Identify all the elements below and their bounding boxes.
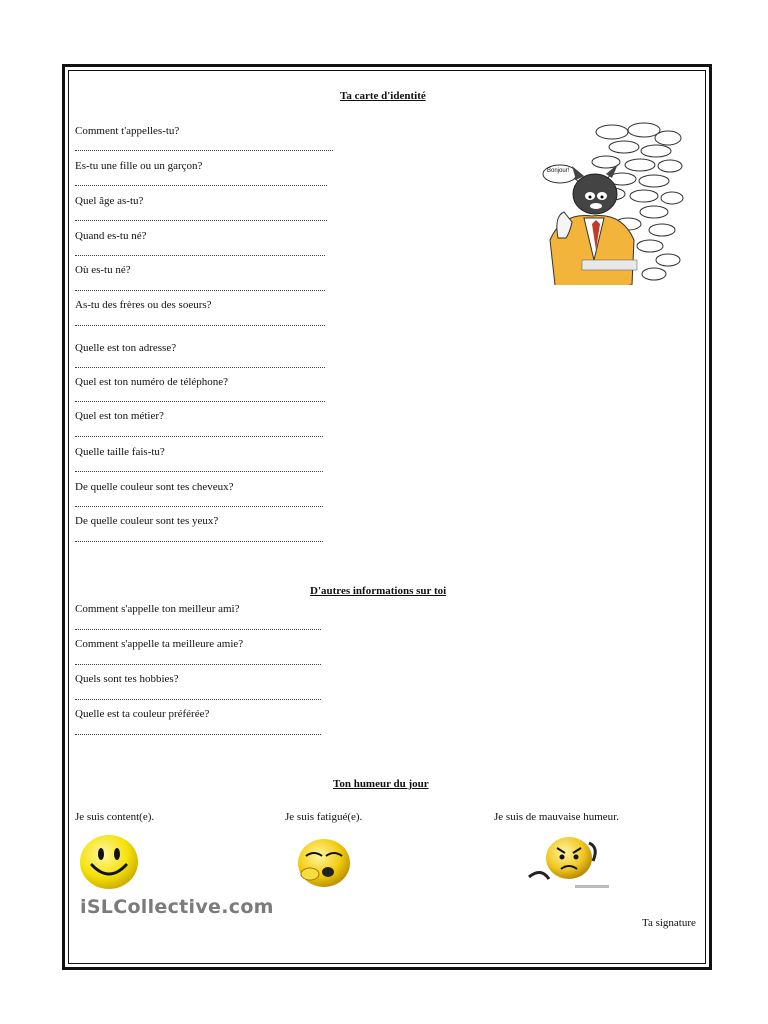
answer-line[interactable] [75,664,321,665]
question-birthplace: Où es-tu né? [75,264,131,276]
question-job: Quel est ton métier? [75,410,164,422]
answer-line[interactable] [75,734,321,735]
question-address: Quelle est ton adresse? [75,342,177,354]
grumpy-smiley-icon[interactable] [527,833,617,895]
answer-line[interactable] [75,541,323,542]
answer-line[interactable] [75,471,323,472]
answer-line[interactable] [75,185,327,186]
question-phone: Quel est ton numéro de téléphone? [75,376,229,388]
question-favorite-color: Quelle est ta couleur préférée? [75,708,210,720]
question-birthdate: Quand es-tu né? [75,230,147,242]
answer-line[interactable] [75,325,325,326]
watermark-logo: iSLCollective.com [80,896,274,918]
answer-line[interactable] [75,629,321,630]
mood-label-grumpy: Je suis de mauvaise humeur. [494,811,619,823]
cat-cartoon-icon [542,120,684,285]
signature-label: Ta signature [642,917,696,929]
happy-smiley-icon[interactable] [78,833,140,891]
answer-line[interactable] [75,255,325,256]
answer-line[interactable] [75,506,323,507]
speech-bubble-text: Bonjour! [547,168,570,174]
question-name: Comment t'appelles-tu? [75,125,180,137]
question-age: Quel âge as-tu? [75,195,144,207]
answer-line[interactable] [75,367,325,368]
question-hobbies: Quels sont tes hobbies? [75,673,179,685]
question-siblings: As-tu des frères ou des soeurs? [75,299,212,311]
tired-smiley-icon[interactable] [294,836,354,888]
answer-line[interactable] [75,290,325,291]
mood-section-title: Ton humeur du jour [333,778,429,790]
identity-section-title: Ta carte d'identité [340,90,426,102]
answer-line[interactable] [75,699,321,700]
other-info-section-title: D'autres informations sur toi [310,585,447,597]
answer-line[interactable] [75,150,333,151]
answer-line[interactable] [75,401,325,402]
question-eye-color: De quelle couleur sont tes yeux? [75,515,219,527]
mood-label-tired: Je suis fatigué(e). [285,811,363,823]
question-best-friend-female: Comment s'appelle ta meilleure amie? [75,638,244,650]
question-height: Quelle taille fais-tu? [75,446,165,458]
answer-line[interactable] [75,220,327,221]
answer-line[interactable] [75,436,323,437]
question-hair-color: De quelle couleur sont tes cheveux? [75,481,234,493]
question-gender: Es-tu une fille ou un garçon? [75,160,203,172]
mood-label-happy: Je suis content(e). [75,811,155,823]
question-best-friend-male: Comment s'appelle ton meilleur ami? [75,603,240,615]
